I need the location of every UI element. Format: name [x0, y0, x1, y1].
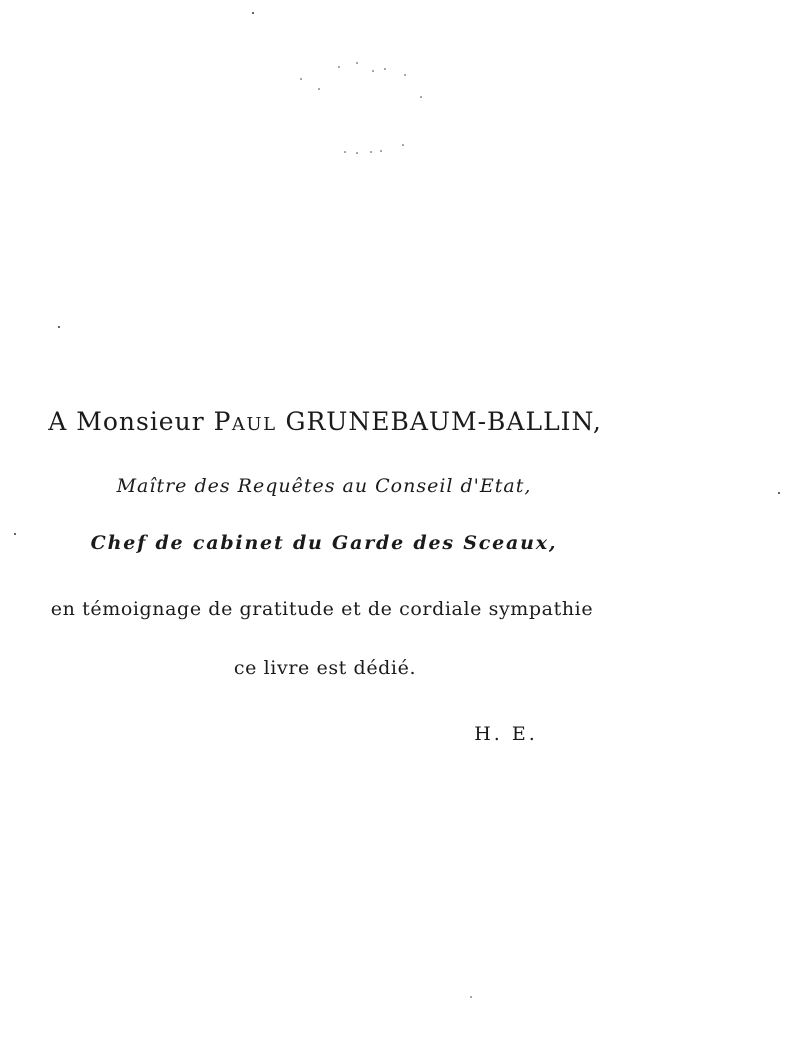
- dedicatee-title-1: Maître des Requêtes au Conseil d'Etat,: [116, 475, 532, 497]
- scan-speck: [338, 66, 340, 68]
- scan-speck: [420, 96, 422, 98]
- scan-speck: [356, 152, 358, 154]
- dedicatee-title-2: Chef de cabinet du Garde des Sceaux,: [90, 532, 558, 554]
- scan-speck: [14, 533, 16, 535]
- scan-speck: [404, 74, 406, 76]
- scan-speck: [380, 150, 382, 152]
- dedicatee-first-name: Paul: [213, 407, 277, 436]
- scan-speck: [370, 151, 372, 153]
- scan-speck: [318, 88, 320, 90]
- scan-speck: [384, 68, 386, 70]
- scan-speck: [778, 492, 780, 494]
- scan-speck: [356, 62, 358, 64]
- scan-speck: [300, 78, 302, 80]
- scan-speck: [372, 70, 374, 72]
- closing-line: ce livre est dédié.: [233, 657, 417, 679]
- dedicatee-surname: GRUNEBAUM-BALLIN,: [276, 407, 602, 436]
- scan-speck: [58, 326, 60, 328]
- scan-speck: [402, 144, 404, 146]
- dedicatee-line: [48, 407, 602, 436]
- author-signature: H. E.: [474, 723, 538, 745]
- scan-speck: [252, 12, 254, 14]
- scan-speck: [470, 996, 472, 998]
- scan-speck: [344, 151, 346, 153]
- dedication-prefix: A Monsieur: [48, 407, 214, 436]
- tribute-line: en témoignage de gratitude et de cordiale sympathie: [50, 598, 594, 620]
